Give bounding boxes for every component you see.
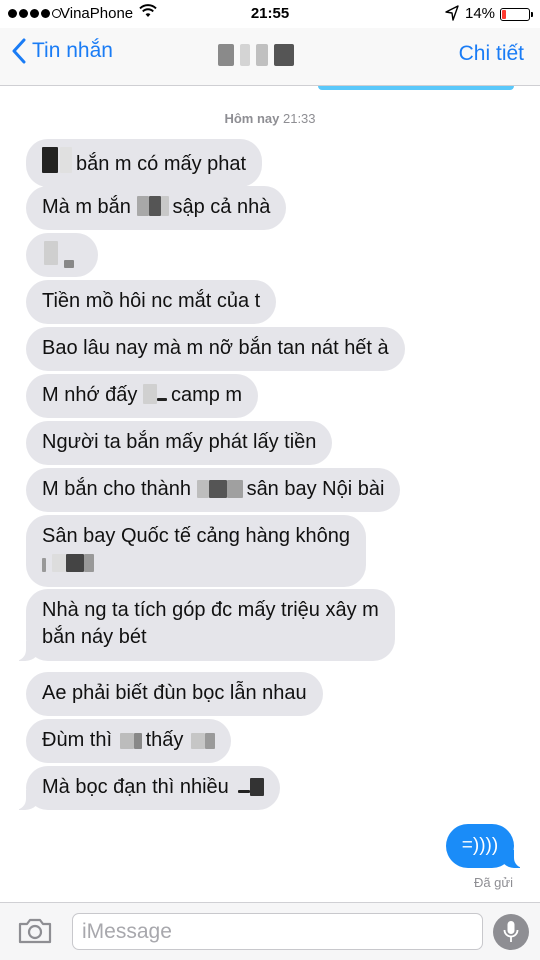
back-label: Tin nhắn (32, 39, 113, 62)
message-text: Đùm thì (42, 729, 113, 751)
camera-icon[interactable] (17, 917, 53, 950)
carrier-name: VinaPhone (60, 5, 134, 22)
message-text: sân bay Nội bài (246, 478, 385, 500)
message-text: Mà bọc đạn thì nhiều (42, 776, 229, 798)
back-button[interactable] (12, 38, 113, 64)
delivery-status: Đã gửi (473, 875, 513, 890)
microphone-icon (503, 920, 519, 944)
location-arrow-icon (445, 5, 459, 25)
received-message[interactable] (26, 327, 405, 371)
battery-icon (500, 8, 530, 21)
details-button[interactable]: Chi tiết (458, 42, 524, 65)
message-text: bắn m có mấy phat (76, 153, 247, 175)
compose-bar (0, 902, 540, 960)
status-time: 21:55 (250, 5, 290, 22)
navigation-bar (0, 28, 540, 86)
received-message-redacted[interactable] (26, 233, 98, 277)
previous-sent-bubble (318, 86, 514, 90)
sent-message-text: =)))) (461, 835, 499, 856)
received-message[interactable] (26, 672, 323, 716)
sent-message[interactable] (446, 824, 514, 868)
message-text: Người ta bắn mấy phát lấy tiền (42, 431, 317, 453)
chevron-left-icon (12, 38, 26, 64)
message-text: Nhà ng ta tích góp đc mấy triệu xây m (42, 599, 379, 621)
status-bar (0, 0, 540, 28)
received-message[interactable] (26, 280, 276, 324)
message-text: Ae phải biết đùn bọc lẫn nhau (42, 682, 307, 704)
received-message[interactable] (26, 589, 395, 661)
message-text: Tiền mồ hôi nc mắt của t (42, 290, 261, 312)
battery-percent: 14% (465, 5, 496, 22)
received-message[interactable] (26, 186, 286, 230)
message-input[interactable] (72, 913, 483, 950)
conversation-timestamp (0, 111, 540, 126)
timestamp-day: Hôm nay (224, 111, 280, 126)
received-message[interactable] (26, 421, 332, 465)
battery-cap (531, 12, 533, 17)
received-message[interactable] (26, 139, 262, 187)
message-text: Mà m bắn (42, 196, 131, 218)
message-text: Bao lâu nay mà m nỡ bắn tan nát hết à (42, 337, 389, 359)
received-message[interactable] (26, 468, 400, 512)
message-text: M bắn cho thành (42, 478, 191, 500)
message-text: thấy (145, 729, 184, 751)
timestamp-time: 21:33 (282, 111, 316, 126)
contact-name-redacted[interactable] (218, 44, 294, 66)
received-message[interactable] (26, 515, 366, 587)
received-message[interactable] (26, 766, 280, 810)
microphone-button[interactable] (493, 914, 529, 950)
message-text: bắn náy bét (42, 626, 147, 648)
received-message[interactable] (26, 374, 258, 418)
message-text: camp m (170, 384, 243, 406)
message-text: M nhớ đấy (42, 384, 138, 406)
message-text: sập cả nhà (172, 196, 271, 218)
received-message[interactable] (26, 719, 231, 763)
message-text: Sân bay Quốc tế cảng hàng không (42, 525, 351, 547)
